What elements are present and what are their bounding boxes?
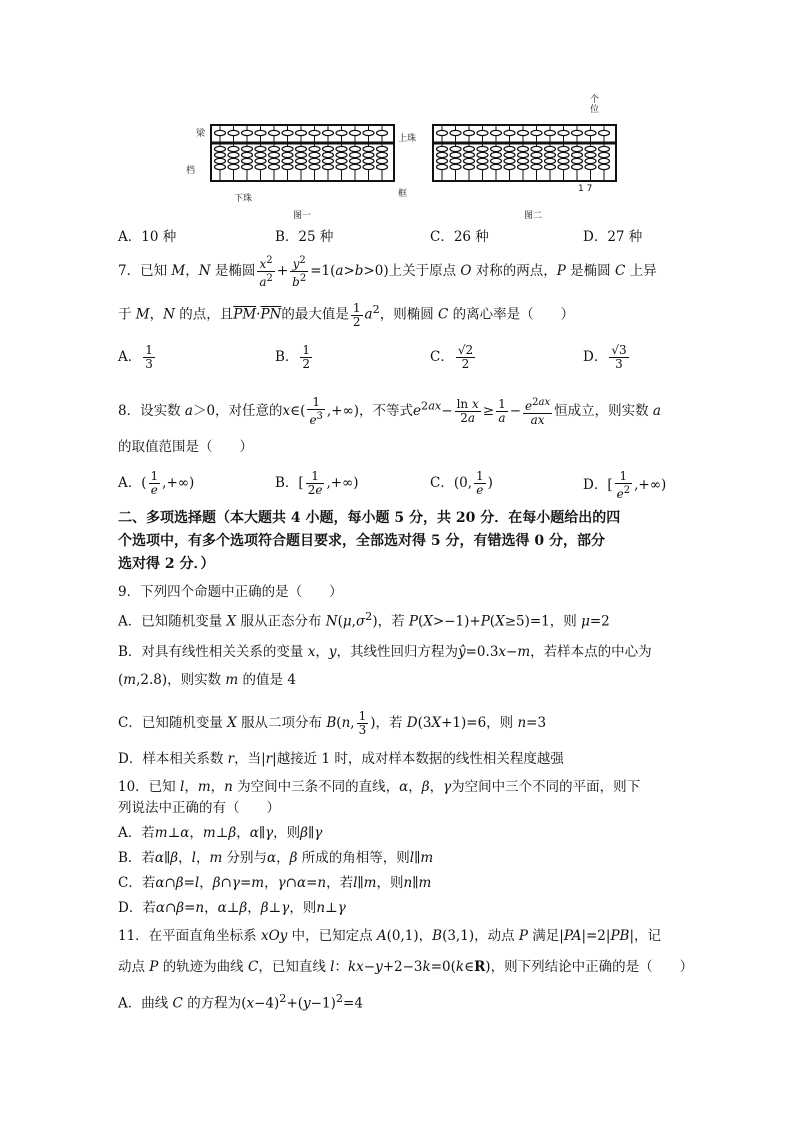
q6-option-b: B．25 种	[275, 229, 334, 245]
q9-stem: 9．下列四个命题中正确的是（ ）	[118, 584, 343, 600]
abacus-figure-1	[210, 124, 395, 182]
q11-line-1: 11．在平面直角坐标系 xOy 中，已知定点 A(0,1)，B(3,1)，动点 P 满足|PA|=2|PB|，记	[118, 928, 662, 944]
label-upper-bead: 上珠	[398, 134, 417, 144]
q10-option-a: A．若m⊥α，m⊥β，α∥γ，则β∥γ	[118, 825, 323, 841]
q8-option-a: A．( $\frac{1}{e}$ ,+∞)	[118, 469, 195, 497]
q7-option-a: A． $\frac{1}{3}$	[118, 343, 153, 371]
label-ones-place: 个位	[590, 95, 600, 115]
q9-option-d: D．样本相关系数 r，当|r|越接近 1 时，成对样本数据的线性相关程度越强	[118, 751, 564, 767]
q11-line-2: 动点 P 的轨迹为曲线 C，已知直线 l：kx−y+2−3k=0(k∈R)，则下列结论中正确的是（ ）	[118, 959, 694, 975]
caption-figure-2: 图二	[524, 211, 543, 221]
label-digits: 1 7	[578, 184, 593, 194]
q7-line-1: 7．已知 M，N 是椭圆 $\frac{x^2}{a^2}$ + $\frac{y^2}{b^2}$ =1(a>b>0)上关于原点 O 对称的两点，P 是椭圆 C 上异	[118, 255, 657, 289]
section-2-heading-1: 二、多项选择题（本大题共 4 小题，每小题 5 分，共 20 分．在每小题给出的四	[118, 510, 621, 526]
q6-option-c: C．26 种	[430, 229, 489, 245]
abacus-figure-2	[432, 124, 617, 182]
label-rod: 档	[186, 166, 196, 176]
q10-line-2: 列说法中正确的有（ ）	[118, 800, 280, 816]
section-2-heading-2: 个选项中，有多个选项符合题目要求，全部选对得 5 分，有错选得 0 分，部分	[118, 533, 605, 549]
q10-option-b: B．若α∥β，l，m 分别与α，β 所成的角相等，则l∥m	[118, 850, 434, 866]
q6-option-a: A．10 种	[118, 229, 177, 245]
q10-option-c: C．若α∩β=l，β∩γ=m，γ∩α=n，若l∥m，则n∥m	[118, 875, 432, 891]
q8-option-b: B．[ $\frac{1}{2e}$ ,+∞)	[275, 469, 359, 497]
label-lower-bead: 下珠	[234, 194, 253, 204]
q10-line-1: 10．已知 l，m，n 为空间中三条不同的直线，α，β，γ为空间中三个不同的平面，则下	[118, 779, 641, 795]
q9-option-a: A．已知随机变量 X 服从正态分布 $N(\mu,\sigma^2)$，若 P(X>−1)+P(X≥5)=1，则 μ=2	[118, 610, 610, 630]
q7-option-b: B． $\frac{1}{2}$	[275, 343, 311, 371]
q8-option-d: D．[ $\frac{1}{e^2}$ ,+∞)	[583, 469, 667, 501]
q9-option-c: C．已知随机变量 X 服从二项分布 B(n, $\frac{1}{3}$ )，若 D(3X+1)=6，则 n=3	[118, 709, 547, 737]
q6-option-d: D．27 种	[583, 229, 643, 245]
section-2-heading-3: 选对得 2 分．）	[118, 556, 215, 572]
label-frame: 框	[398, 189, 408, 199]
q7-option-d: D． $\frac{√3}{3}$	[583, 343, 627, 371]
q10-option-d: D．若α∩β=n，α⊥β，β⊥γ，则n⊥γ	[118, 900, 346, 916]
q9-option-b-1: B．对具有线性相关关系的变量 x，y，其线性回归方程为ŷ=0.3x−m，若样本点的中心为	[118, 644, 652, 660]
label-beam: 梁	[196, 129, 206, 139]
q8-line-2: 的取值范围是（ ）	[118, 439, 253, 455]
q7-option-c: C． $\frac{√2}{2}$	[430, 343, 474, 371]
q9-option-b-2: (m,2.8)，则实数 m 的值是 4	[118, 672, 296, 688]
q8-option-c: C．(0, $\frac{1}{e}$ )	[430, 469, 493, 497]
q7-line-2: 于 M，N 的点，且$\overline{PM}\cdot\overline{PN}$的最大值是 $\frac{1}{2}$ $a^2$，则椭圆 C 的离心率是（ ）	[118, 300, 575, 329]
caption-figure-1: 图一	[293, 211, 312, 221]
q8-line-1: 8．设实数 a＞0，对任意的x∈( $\frac{1}{e^3}$ ,+∞)，不等式$e^{2ax}-$ $\frac{\text{ln x}}{2a}$ ≥ $\frac{1}{a}$ − $\frac{e^{2ax}}{ax}$ 恒成立，则实数 a	[118, 395, 661, 427]
q11-option-a: A．曲线 C 的方程为$(x-4)^2+(y-1)^2=4$	[118, 992, 363, 1012]
